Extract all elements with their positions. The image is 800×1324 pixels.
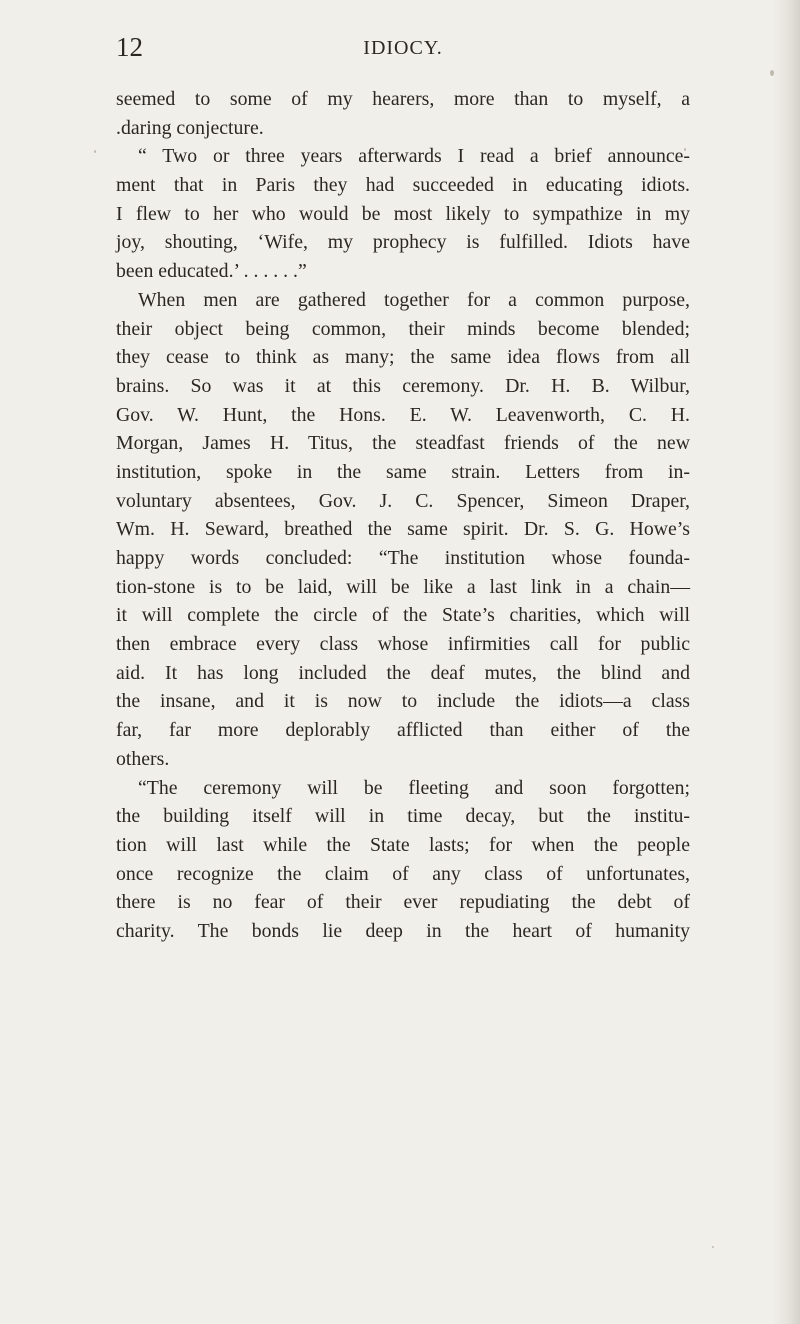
text-line: institution, spoke in the same strain. Letters from in-	[116, 460, 690, 483]
text-line: others.	[116, 747, 170, 770]
text-line: When men are gathered together for a common purpose,	[138, 288, 690, 311]
text-line: seemed to some of my hearers, more than to myself, a	[116, 88, 690, 110]
text-line: there is no fear of their ever repudiating the debt of	[116, 891, 690, 914]
text-line: tion will last while the State lasts; for when the people	[116, 833, 690, 856]
text-line: the insane, and it is now to include the idiots—a class	[116, 690, 690, 713]
body-text	[116, 85, 690, 946]
text-line: I flew to her who would be most likely to sympathize in my	[116, 202, 690, 225]
text-line: Gov. W. Hunt, the Hons. E. W. Leavenworth, C. H.	[116, 403, 690, 426]
paper-speck	[770, 70, 774, 76]
page-edge-shadow	[772, 0, 800, 1324]
text-line: they cease to think as many; the same idea flows from all	[116, 346, 690, 369]
page-header	[116, 32, 690, 62]
page-number: 12	[116, 32, 143, 62]
text-line: voluntary absentees, Gov. J. C. Spencer, Simeon Draper,	[116, 489, 690, 512]
paper-speck	[712, 1246, 714, 1248]
text-line: .daring conjecture.	[116, 116, 264, 139]
text-line: the building itself will in time decay, but the institu-	[116, 805, 690, 828]
paper-speck	[94, 150, 96, 153]
text-line: Wm. H. Seward, breathed the same spirit. Dr. S. G. Howe’s	[116, 518, 690, 541]
text-line: been educated.’ . . . . . .”	[116, 260, 307, 283]
text-line: “The ceremony will be fleeting and soon forgotten;	[138, 776, 690, 799]
text-line: their object being common, their minds become blended;	[116, 317, 690, 340]
text-line: Morgan, James H. Titus, the steadfast friends of the new	[116, 432, 690, 455]
text-line: ment that in Paris they had succeeded in educating idiots.	[116, 174, 690, 197]
text-line: joy, shouting, ‘Wife, my prophecy is fulfilled. Idiots have	[116, 231, 690, 254]
text-line: tion-stone is to be laid, will be like a last link in a chain—	[116, 575, 690, 598]
text-line: aid. It has long included the deaf mutes, the blind and	[116, 661, 690, 684]
text-line: charity. The bonds lie deep in the heart of humanity	[116, 919, 690, 942]
text-line: happy words concluded: “The institution whose founda-	[116, 547, 690, 569]
text-line: “ Two or three years afterwards I read a brief announce-	[138, 145, 690, 168]
text-line: brains. So was it at this ceremony. Dr. H. B. Wilbur,	[116, 374, 690, 397]
text-line: once recognize the claim of any class of unfortunates,	[116, 862, 690, 885]
text-line: it will complete the circle of the State’s charities, which will	[116, 604, 690, 627]
text-line: far, far more deplorably afflicted than either of the	[116, 719, 690, 742]
running-head: IDIOCY.	[363, 37, 443, 59]
text-line: then embrace every class whose infirmities call for public	[116, 633, 690, 656]
